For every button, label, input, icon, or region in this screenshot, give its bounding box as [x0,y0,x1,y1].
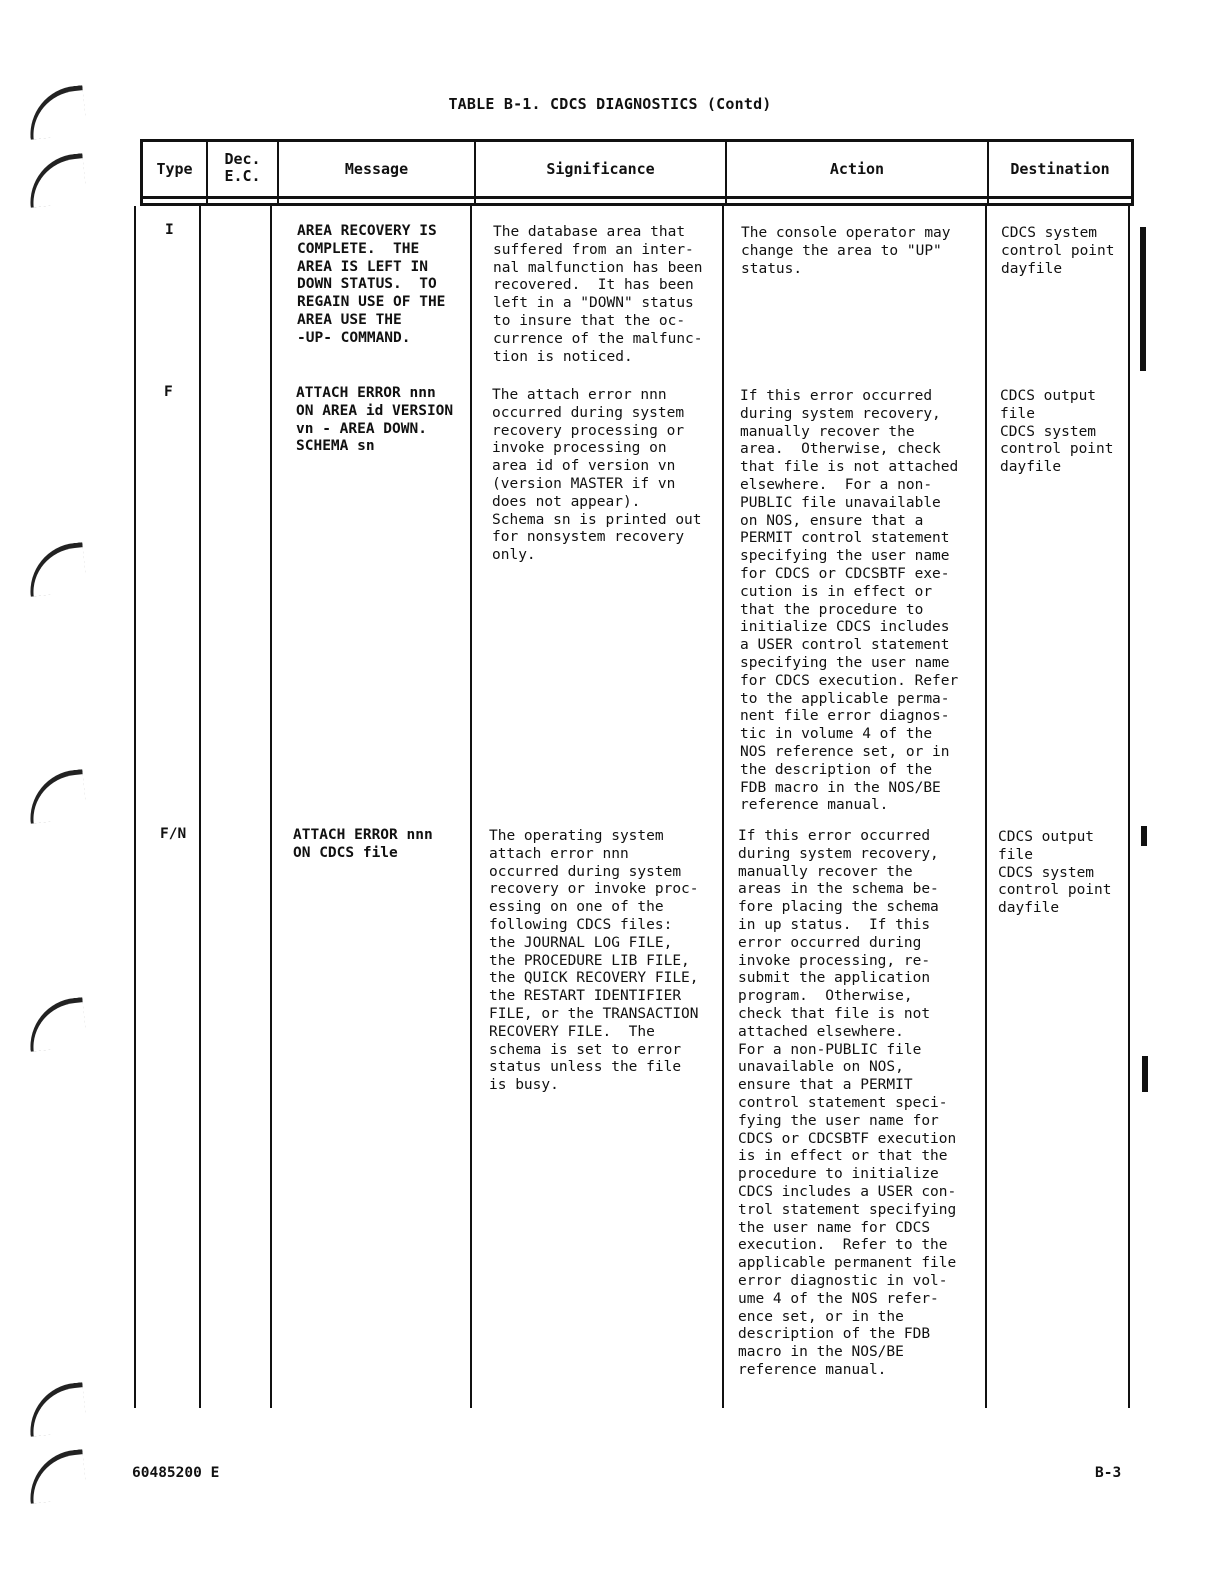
row-significance: The operating system attach error nnn occurred during system recovery or invoke proc- essing on one of the following CDCS files: the JOURNAL LOG FILE, the PROCEDURE LIB FILE, the QUICK RECOVERY FILE, the RESTART IDENTIFIER FILE, or the TRANSACTION RECOVERY FILE. The schema is set to error status unless the file is busy. [489,828,699,1094]
column-divider [985,206,987,1408]
change-bar [1142,1056,1148,1092]
table-title: TABLE B-1. CDCS DIAGNOSTICS (Contd) [448,95,772,113]
column-header-action: Action [829,160,885,178]
column-divider [134,206,136,1408]
column-divider [722,206,724,1408]
column-header-message: Message [344,160,409,178]
row-type: F/N [160,826,187,842]
column-divider [1128,206,1130,1408]
column-header-destination: Destination [1010,160,1110,178]
row-action: If this error occurred during system recovery, manually recover the areas in the schema be- fore placing the schema in up status. If this error occurred during invoke processing, re- submit the application program. Otherwise, check that file is not attached elsewhere. For a non-PUBLIC file unavailable on NOS, ensure that a PERMIT control statement speci- fying the user name for CDCS or CDCSBTF execution is in effect or that the procedure to initialize CDCS includes a USER con- trol statement specifying the user name for CDCS execution. Refer to the applicable permanent file error diagnostic in vol- ume 4 of the NOS refer- ence set, or in the description of the FDB macro in the NOS/BE reference manual. [738,828,957,1378]
row-action: The console operator may change the area to "UP" status. [741,225,951,277]
table-top-border [140,139,1134,142]
row-type: I [165,222,174,238]
column-header-significance: Significance [546,160,655,178]
change-bar [1140,227,1146,371]
document-number: 60485200 E [132,1465,220,1481]
row-destination: CDCS output file CDCS system control point dayfile [998,829,1112,917]
change-bar [1141,826,1147,846]
column-divider [1131,139,1134,206]
row-significance: The database area that suffered from an inter- nal malfunction has been recovered. It has been left in a "DOWN" status to insure that the oc- currence of the malfunc- tion is noticed. [493,224,703,365]
binder-punch-mark [26,542,88,597]
binder-punch-mark [26,769,88,824]
column-divider [470,206,472,1408]
column-divider [199,206,201,1408]
row-message: ATTACH ERROR nnn ON CDCS file [293,827,433,861]
row-message: AREA RECOVERY IS COMPLETE. THE AREA IS LEFT IN DOWN STATUS. TO REGAIN USE OF THE AREA USE THE -UP- COMMAND. [297,223,446,346]
row-action: If this error occurred during system recovery, manually recover the area. Otherwise, check that file is not attached elsewhere. For a non- PUBLIC file unavailable on NOS, ensure that a PERMIT control statement specifying the user name for CDCS or CDCSBTF exe- cution is in effect or that the procedure to initialize CDCS includes a USER control statement specifying the user name for CDCS execution. Refer to the applicable perma- nent file error diagnos- tic in volume 4 of the NOS reference set, or in the description of the FDB macro in the NOS/BE reference manual. [740,388,959,814]
column-header-type: Type [156,160,193,178]
binder-punch-mark [26,1382,88,1437]
binder-punch-mark [26,153,88,208]
row-significance: The attach error nnn occurred during system recovery processing or invoke processing on area id of version vn (version MASTER if vn does not appear). Schema sn is printed out for nonsystem recovery only. [492,387,702,564]
row-type: F [164,384,173,400]
column-header-dec-ec: Dec. E.C. [224,150,261,185]
row-message: ATTACH ERROR nnn ON AREA id VERSION vn - AREA DOWN. SCHEMA sn [296,385,454,455]
page-number: B-3 [1095,1465,1122,1481]
row-destination: CDCS output file CDCS system control point dayfile [1000,388,1114,476]
header-rule [140,196,1134,199]
binder-punch-mark [26,1449,88,1504]
row-destination: CDCS system control point dayfile [1001,225,1115,277]
column-divider [270,206,272,1408]
binder-punch-mark [26,997,88,1052]
